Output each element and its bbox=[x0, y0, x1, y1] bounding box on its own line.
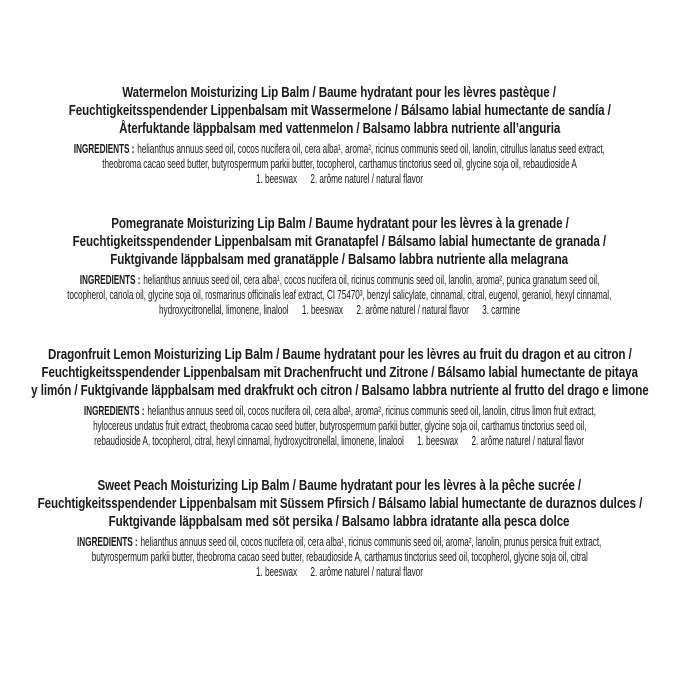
product-title-text: Återfuktande läppbalsam med vattenmelon / Balsamo labbra nutriente all’anguria bbox=[118, 121, 561, 137]
ingredients-label: INGREDIENTS : bbox=[79, 273, 141, 287]
product-section-sweet-peach bbox=[0, 477, 679, 580]
product-title-text: Sweet Peach Moisturizing Lip Balm / Baume hydratant pour les lèvres à la pêche sucrée / bbox=[97, 478, 582, 494]
product-title-text: Feuchtigkeitsspendender Lippenbalsam mit Süssem Pfirsich / Bálsamo labial humectante de duraznos dulces / bbox=[37, 496, 642, 512]
ingredients-text: helianthus annuus seed oil, cocos nucifera oil, cera alba¹, ricinus communis seed oil, aroma², lanolin, prunus persica fruit extract, bbox=[140, 535, 602, 549]
product-title-text: Feuchtigkeitsspendender Lippenbalsam mit Wassermelone / Bálsamo labial humectante de sandía / bbox=[68, 103, 611, 119]
ingredients-label: INGREDIENTS : bbox=[83, 404, 145, 418]
ingredients-paragraph bbox=[0, 273, 679, 318]
product-title-line bbox=[0, 251, 679, 269]
product-title-line bbox=[0, 382, 679, 400]
product-section-pomegranate bbox=[0, 215, 679, 318]
ingredients-text: tocopherol, canola oil, glycine soja oil, rosmarinus officinalis leaf extract, CI 75470³, benzyl salicylate, cinnamal, citral, eugenol, geraniol, hexyl cinnamal, bbox=[67, 288, 612, 302]
ingredients-line bbox=[0, 288, 679, 303]
ingredients-text: theobroma cacao seed butter, butyrospermum parkii butter, tocopherol, carthamus tinctorius seed oil, glycine soja oil, rebaudioside A bbox=[102, 157, 577, 171]
product-section-watermelon bbox=[0, 84, 679, 187]
ingredients-line bbox=[0, 550, 679, 565]
ingredients-paragraph bbox=[0, 142, 679, 187]
product-title-line bbox=[0, 215, 679, 233]
product-title-line bbox=[0, 120, 679, 138]
ingredients-line bbox=[0, 419, 679, 434]
product-title-text: Watermelon Moisturizing Lip Balm / Baume hydratant pour les lèvres pastèque / bbox=[122, 85, 557, 101]
ingredients-text: butyrospermum parkii butter, theobroma cacao seed butter, rebaudioside A, carthamus tinctorius seed oil, tocopherol, glycine soja oil, citral bbox=[91, 550, 588, 564]
footnotes-line bbox=[0, 565, 679, 580]
footnotes-text: 1. beeswax 2. arôme naturel / natural flavor bbox=[256, 565, 423, 579]
product-section-dragonfruit-lemon bbox=[0, 346, 679, 449]
footnotes-text: hydroxycitronellal, limonene, linalool 1. beeswax 2. arôme naturel / natural flavor 3. carmine bbox=[158, 303, 521, 317]
product-title-text: y limón / Fuktgivande läppbalsam med drakfrukt och citron / Balsamo labbra nutriente al frutto del drago e limone bbox=[30, 383, 649, 399]
product-title-line bbox=[0, 84, 679, 102]
ingredients-label: INGREDIENTS : bbox=[74, 142, 135, 156]
ingredients-label: INGREDIENTS : bbox=[77, 535, 138, 549]
ingredients-line bbox=[0, 142, 679, 157]
product-title-line bbox=[0, 513, 679, 531]
footnotes-line bbox=[0, 303, 679, 318]
ingredients-paragraph bbox=[0, 404, 679, 449]
product-title-text: Fuktgivande läppbalsam med granatäpple / Balsamo labbra nutriente alla melagrana bbox=[110, 252, 569, 268]
product-title-text: Feuchtigkeitsspendender Lippenbalsam mit Granatapfel / Bálsamo labial humectante de granada / bbox=[72, 234, 607, 250]
product-title-text: Feuchtigkeitsspendender Lippenbalsam mit Drachenfrucht und Zitrone / Bálsamo labial humectante de pitaya bbox=[41, 365, 638, 381]
product-title-line bbox=[0, 346, 679, 364]
product-title-text: Dragonfruit Lemon Moisturizing Lip Balm / Baume hydratant pour les lèvres au fruit du dragon et au citron / bbox=[47, 347, 632, 363]
ingredients-text: hylocereus undatus fruit extract, theobroma cacao seed butter, butyrospermum parkii butter, glycine soja oil, carthamus tinctorius seed oil, bbox=[92, 419, 587, 433]
ingredients-text: helianthus annuus seed oil, cocos nucifera oil, cera alba¹, aroma², ricinus communis seed oil, lanolin, citrus limon fruit extract, bbox=[146, 404, 596, 418]
ingredients-text: helianthus annuus seed oil, cera alba¹, cocos nucifera oil, ricinus communis seed oil, lanolin, aroma², punica granatum seed oil, bbox=[143, 273, 600, 287]
product-title-line bbox=[0, 233, 679, 251]
product-title-line bbox=[0, 477, 679, 495]
ingredients-paragraph bbox=[0, 535, 679, 580]
footnotes-line bbox=[0, 434, 679, 449]
ingredients-text: helianthus annuus seed oil, cocos nucifera oil, cera alba¹, aroma², ricinus communis seed oil, lanolin, citrullus lanatus seed extract, bbox=[137, 142, 606, 156]
ingredients-line bbox=[0, 535, 679, 550]
product-title-line bbox=[0, 495, 679, 513]
ingredients-line bbox=[0, 157, 679, 172]
ingredients-line bbox=[0, 273, 679, 288]
footnotes-text: 1. beeswax 2. arôme naturel / natural flavor bbox=[256, 172, 423, 186]
ingredients-line bbox=[0, 404, 679, 419]
footnotes-text: rebaudioside A, tocopherol, citral, hexyl cinnamal, hydroxycitronellal, limonene, linalool 1. beeswax 2. arôme naturel / natural flavor bbox=[94, 434, 585, 448]
footnotes-line bbox=[0, 172, 679, 187]
product-title-text: Pomegranate Moisturizing Lip Balm / Baume hydratant pour les lèvres à la grenade / bbox=[110, 216, 569, 232]
product-title-text: Fuktgivande läppbalsam med söt persika / Balsamo labbra idratante alla pesca dolce bbox=[109, 514, 570, 530]
product-title-line bbox=[0, 364, 679, 382]
product-title-line bbox=[0, 102, 679, 120]
